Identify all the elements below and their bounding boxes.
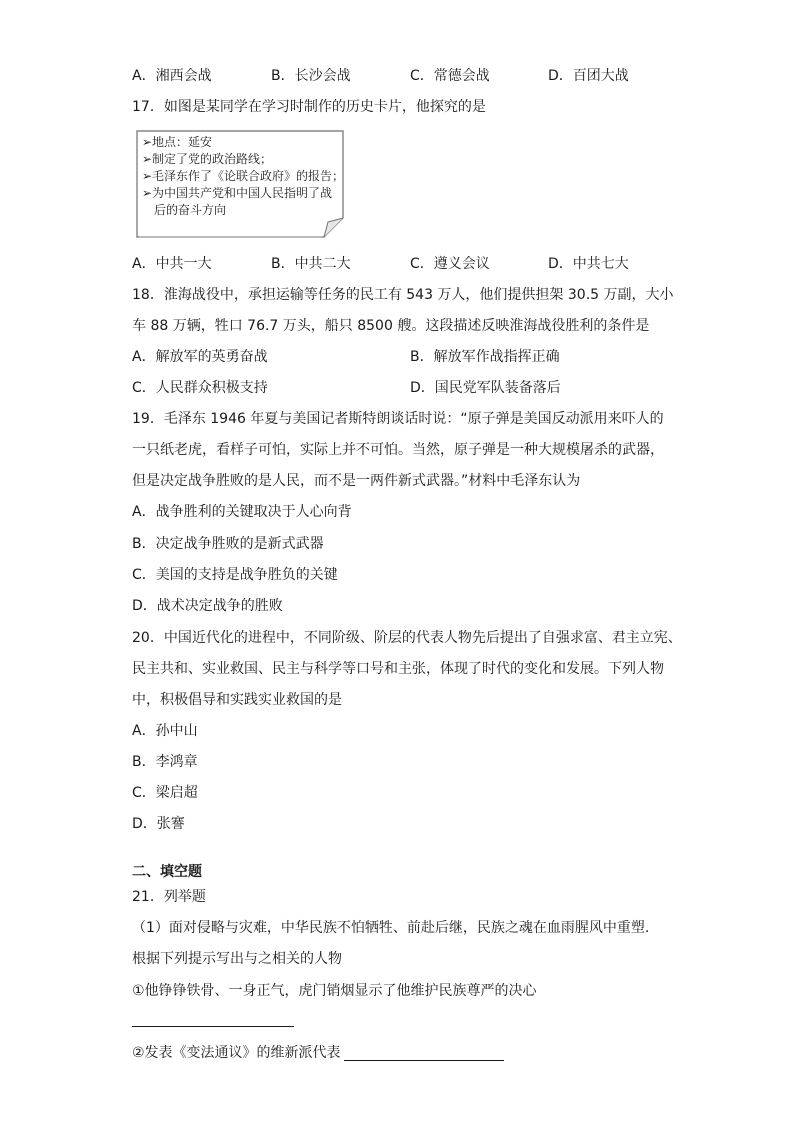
- history-card-text: [142, 134, 344, 219]
- q18-option-d: D．国民党军队装备落后: [410, 380, 561, 396]
- q20-option-c: C．梁启超: [132, 785, 198, 801]
- q18-option-b: B．解放军作战指挥正确: [410, 349, 560, 365]
- q19-option-b: B．决定战争胜败的是新式武器: [132, 536, 324, 552]
- q17-option-b: B．中共二大: [271, 256, 351, 272]
- q16-option-c: C．常德会战: [410, 68, 490, 84]
- q16-option-b: B．长沙会战: [271, 68, 351, 84]
- q19-stem-line2: 一只纸老虎，看样子可怕，实际上并不可怕。当然，原子弹是一种大规模屠杀的武器，: [132, 442, 664, 458]
- q20-stem-line3: 中，积极倡导和实践实业救国的是: [132, 692, 342, 708]
- q19-option-a: A．战争胜利的关键取决于人心向背: [132, 504, 352, 520]
- q17-stem: 17．如图是某同学在学习时制作的历史卡片，他探究的是: [132, 99, 486, 115]
- card-line-location: ➢地点：延安: [142, 135, 213, 149]
- q20-stem-line1: 20．中国近代化的进程中，不同阶级、阶层的代表人物先后提出了自强求富、君主立宪、: [132, 630, 682, 646]
- card-line-direction-cont: 后的奋斗方向: [142, 203, 227, 217]
- q19-stem-line3: 但是决定战争胜败的是人民，而不是一两件新式武器。”材料中毛泽东认为: [132, 473, 581, 489]
- q20-stem-line2: 民主共和、实业救国、民主与科学等口号和主张，体现了时代的变化和发展。下列人物: [132, 661, 664, 677]
- q20-option-d: D．张謇: [132, 816, 185, 832]
- q20-option-a: A．孙中山: [132, 723, 198, 739]
- q17-option-d: D．中共七大: [548, 256, 629, 272]
- q17-option-c: C．遵义会议: [410, 256, 490, 272]
- q21-part1-line1: （1）面对侵略与灾难，中华民族不怕牺牲、前赴后继，民族之魂在血雨腥风中重塑.: [132, 920, 650, 936]
- q19-option-c: C．美国的支持是战争胜负的关键: [132, 567, 338, 583]
- q16-option-a: A．湘西会战: [132, 68, 212, 84]
- q19-stem-line1: 19．毛泽东 1946 年夏与美国记者斯特朗谈话时说：“原子弹是美国反动派用来吓人的: [132, 411, 664, 427]
- q21-item2: ②发表《变法通议》的维新派代表: [132, 1045, 341, 1061]
- q21-item1: ①他铮铮铁骨、一身正气，虎门销烟显示了他维护民族尊严的决心: [132, 983, 537, 999]
- card-line-political-route: ➢制定了党的政治路线；: [142, 152, 273, 166]
- q21-item2-answer-blank[interactable]: [344, 1060, 504, 1061]
- q21-item1-answer-blank[interactable]: [132, 1026, 294, 1027]
- q20-option-b: B．李鸿章: [132, 754, 198, 770]
- q19-option-d: D．战术决定战争的胜败: [132, 598, 283, 614]
- history-card: [136, 130, 344, 238]
- q18-option-c: C．人民群众积极支持: [132, 380, 268, 396]
- q21-part1-line2: 根据下列提示写出与之相关的人物: [132, 951, 342, 967]
- card-line-report: ➢毛泽东作了《论联合政府》的报告；: [142, 169, 345, 183]
- section-heading: 二、填空题: [132, 864, 202, 880]
- q16-option-d: D．百团大战: [548, 68, 629, 84]
- q17-option-a: A．中共一大: [132, 256, 212, 272]
- q18-stem-line2: 车 88 万辆，牲口 76.7 万头，船只 8500 艘。这段描述反映淮海战役胜利的条件是: [132, 318, 650, 334]
- q18-option-a: A．解放军的英勇奋战: [132, 349, 268, 365]
- card-line-direction: ➢为中国共产党和中国人民指明了战: [142, 186, 333, 200]
- q21-stem: 21．列举题: [132, 889, 206, 905]
- q18-stem-line1: 18．淮海战役中，承担运输等任务的民工有 543 万人，他们提供担架 30.5 万副，大小: [132, 287, 674, 303]
